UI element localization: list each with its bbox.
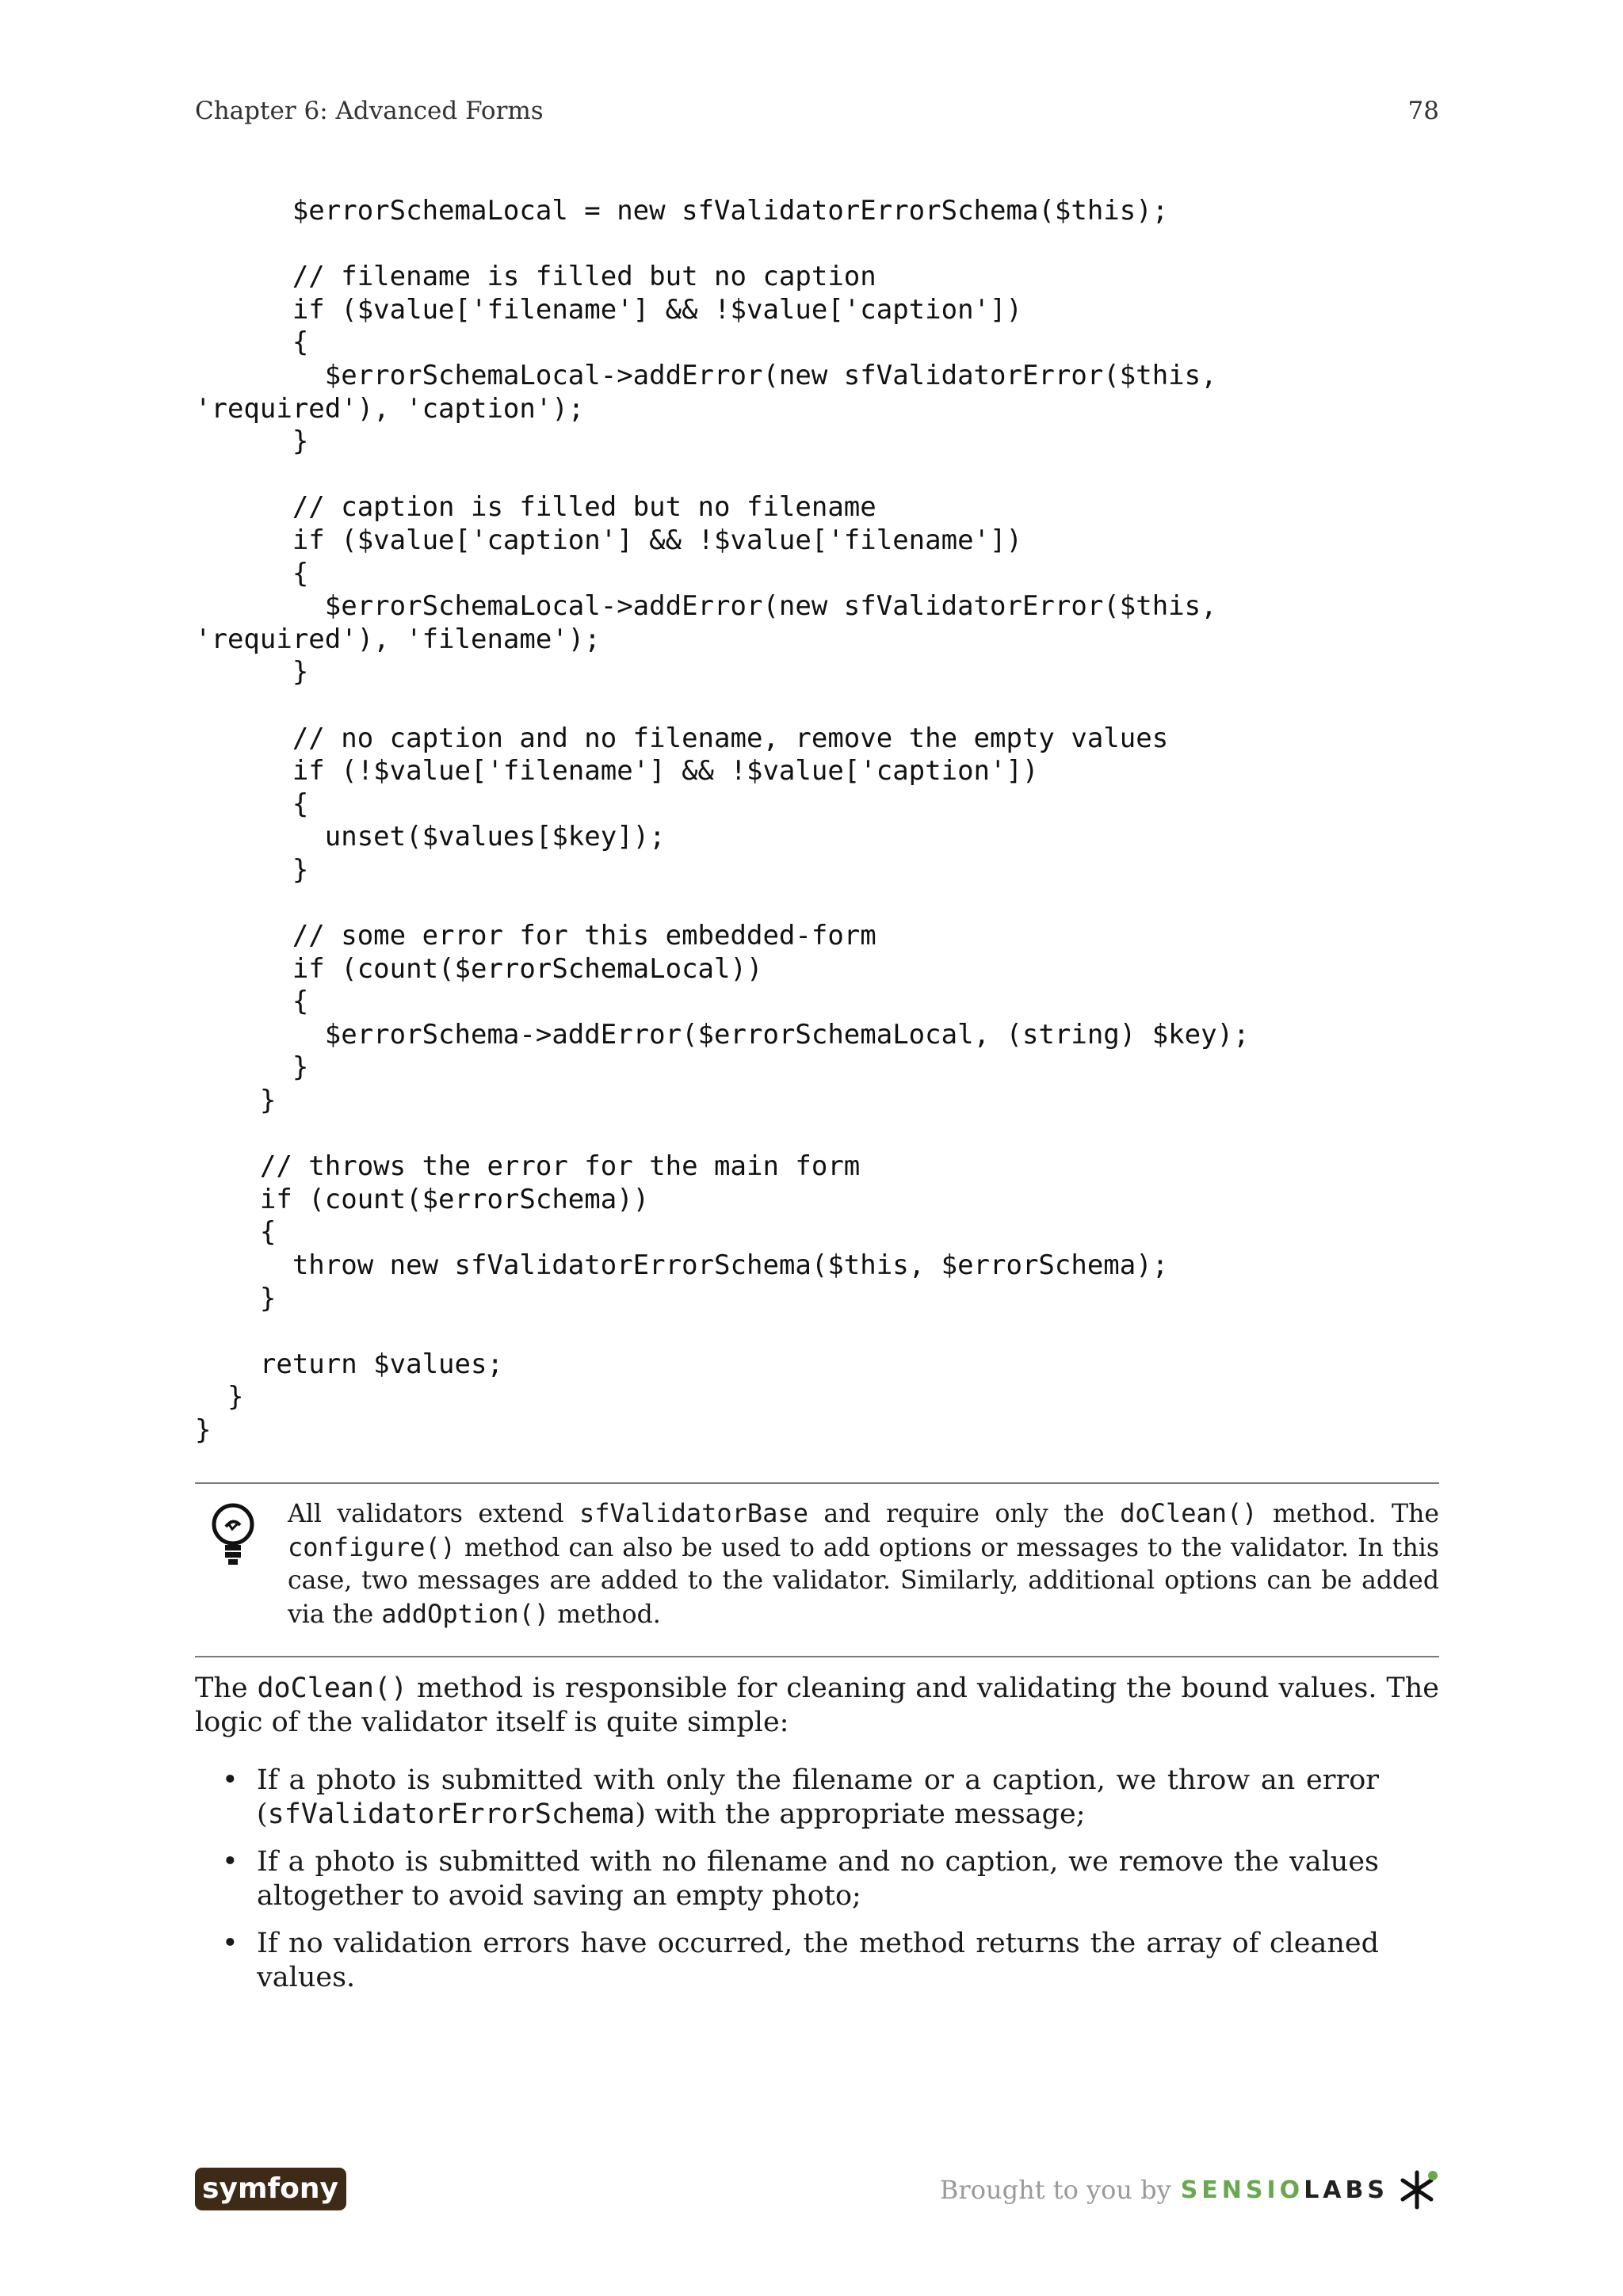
bullet-marker: •: [222, 1846, 239, 1878]
credit-text: Brought to you by: [939, 2175, 1171, 2205]
code-line: if (count($errorSchemaLocal)): [195, 952, 763, 985]
code-line: }: [195, 1051, 309, 1084]
code-line: [195, 1315, 1250, 1348]
code-line: [195, 887, 1250, 920]
body-text-2: method is responsible for cleaning and validating the bound values. The logic of the validator itself is quite simple:: [195, 1672, 1439, 1738]
code-line: $errorSchema->addError($errorSchemaLocal, (string) $key);: [195, 1018, 1250, 1051]
code-line: 'required'), 'caption');: [195, 392, 585, 425]
code-line: // throws the error for the main form: [195, 1150, 861, 1183]
list-item: [219, 1764, 1379, 1832]
tip-text-3: method. The: [1257, 1500, 1439, 1528]
code-line: $errorSchemaLocal->addError(new sfValidatorError($this,: [195, 359, 1217, 391]
brand-sensio: SENSIO: [1180, 2176, 1304, 2204]
code-line: $errorSchemaLocal->addError(new sfValidatorError($this,: [195, 590, 1217, 623]
code-line: if ($value['filename'] && !$value['caption']): [195, 293, 1022, 326]
body-code-doclean: doClean(): [257, 1672, 408, 1704]
code-line: }: [195, 1282, 277, 1314]
code-line: }: [195, 1381, 244, 1413]
tip-top-divider: [195, 1482, 1439, 1484]
bullet-1-text-1: If a photo is submitted with only the filename or a caption, we throw an error (: [257, 1764, 1379, 1830]
code-line: [195, 228, 1250, 261]
code-line: }: [195, 1085, 277, 1117]
code-line: {: [195, 788, 309, 820]
bullet-2-text: If a photo is submitted with no filename and no caption, we remove the values altogether to avoid saving an empty photo;: [257, 1846, 1379, 1912]
code-line: {: [195, 557, 309, 589]
code-line: throw new sfValidatorErrorSchema($this, $errorSchema);: [195, 1249, 1169, 1281]
bullet-marker: •: [222, 1764, 239, 1796]
sensiolabs-brand: [1181, 2176, 1388, 2204]
code-line: }: [195, 425, 309, 458]
tip-bottom-divider: [195, 1656, 1439, 1657]
lightbulb-icon: [208, 1501, 258, 1569]
code-line: }: [195, 656, 309, 688]
tip-note: [288, 1497, 1439, 1631]
bullet-3-text: If no validation errors have occurred, the method returns the array of cleaned values.: [257, 1928, 1379, 1993]
tip-text-5: method.: [549, 1600, 661, 1629]
code-line: }: [195, 1413, 212, 1446]
tip-text-1: All validators extend: [288, 1500, 579, 1528]
code-line: // filename is filled but no caption: [195, 261, 876, 293]
code-line: // caption is filled but no filename: [195, 491, 876, 524]
bullet-1-code: sfValidatorErrorSchema: [267, 1798, 636, 1830]
symfony-logo: [195, 2168, 346, 2210]
chapter-header: Chapter 6: Advanced Forms: [195, 97, 544, 125]
bullet-marker: •: [222, 1928, 239, 1959]
page-number: 78: [1407, 97, 1439, 125]
code-line: {: [195, 1216, 277, 1249]
bullet-list: [219, 1764, 1379, 2008]
tip-code-configure: configure(): [288, 1531, 456, 1562]
code-line: {: [195, 986, 309, 1018]
tip-text-2: and require only the: [808, 1500, 1121, 1528]
list-item: [219, 1845, 1379, 1913]
code-block: [195, 195, 1250, 1447]
symfony-logo-text: symfony: [202, 2172, 338, 2205]
code-line: $errorSchemaLocal = new sfValidatorErrorSchema($this);: [195, 195, 1169, 227]
footer-credit: [940, 2169, 1439, 2210]
body-paragraph: [195, 1672, 1439, 1740]
code-line: return $values;: [195, 1348, 503, 1380]
code-line: [195, 459, 1250, 492]
tip-code-doclean: doClean(): [1120, 1498, 1258, 1528]
code-line: // no caption and no filename, remove the empty values: [195, 722, 1169, 754]
tip-code-addoption: addOption(): [381, 1598, 550, 1629]
code-line: 'required'), 'filename');: [195, 623, 601, 655]
code-line: unset($values[$key]);: [195, 821, 666, 853]
tip-code-sfvalidatorbase: sfValidatorBase: [579, 1498, 808, 1528]
body-text-1: The: [195, 1672, 258, 1704]
code-line: if ($value['caption'] && !$value['filename']): [195, 524, 1022, 556]
code-line: [195, 689, 1250, 723]
code-line: if (count($errorSchema)): [195, 1183, 650, 1215]
brand-labs: LABS: [1304, 2176, 1388, 2204]
code-line: if (!$value['filename'] && !$value['caption']): [195, 755, 1039, 788]
sensiolabs-star-icon: [1398, 2169, 1439, 2210]
tip-text-4: method can also be used to add options or messages to the validator. In this case, two messages are added to the validator. Similarly, additional options can be added via the: [288, 1533, 1439, 1629]
code-line: [195, 1118, 1250, 1151]
code-line: {: [195, 326, 309, 359]
bullet-1-text-2: ) with the appropriate message;: [635, 1798, 1086, 1830]
code-line: // some error for this embedded-form: [195, 920, 876, 952]
list-item: [219, 1927, 1379, 1995]
code-line: }: [195, 853, 309, 886]
